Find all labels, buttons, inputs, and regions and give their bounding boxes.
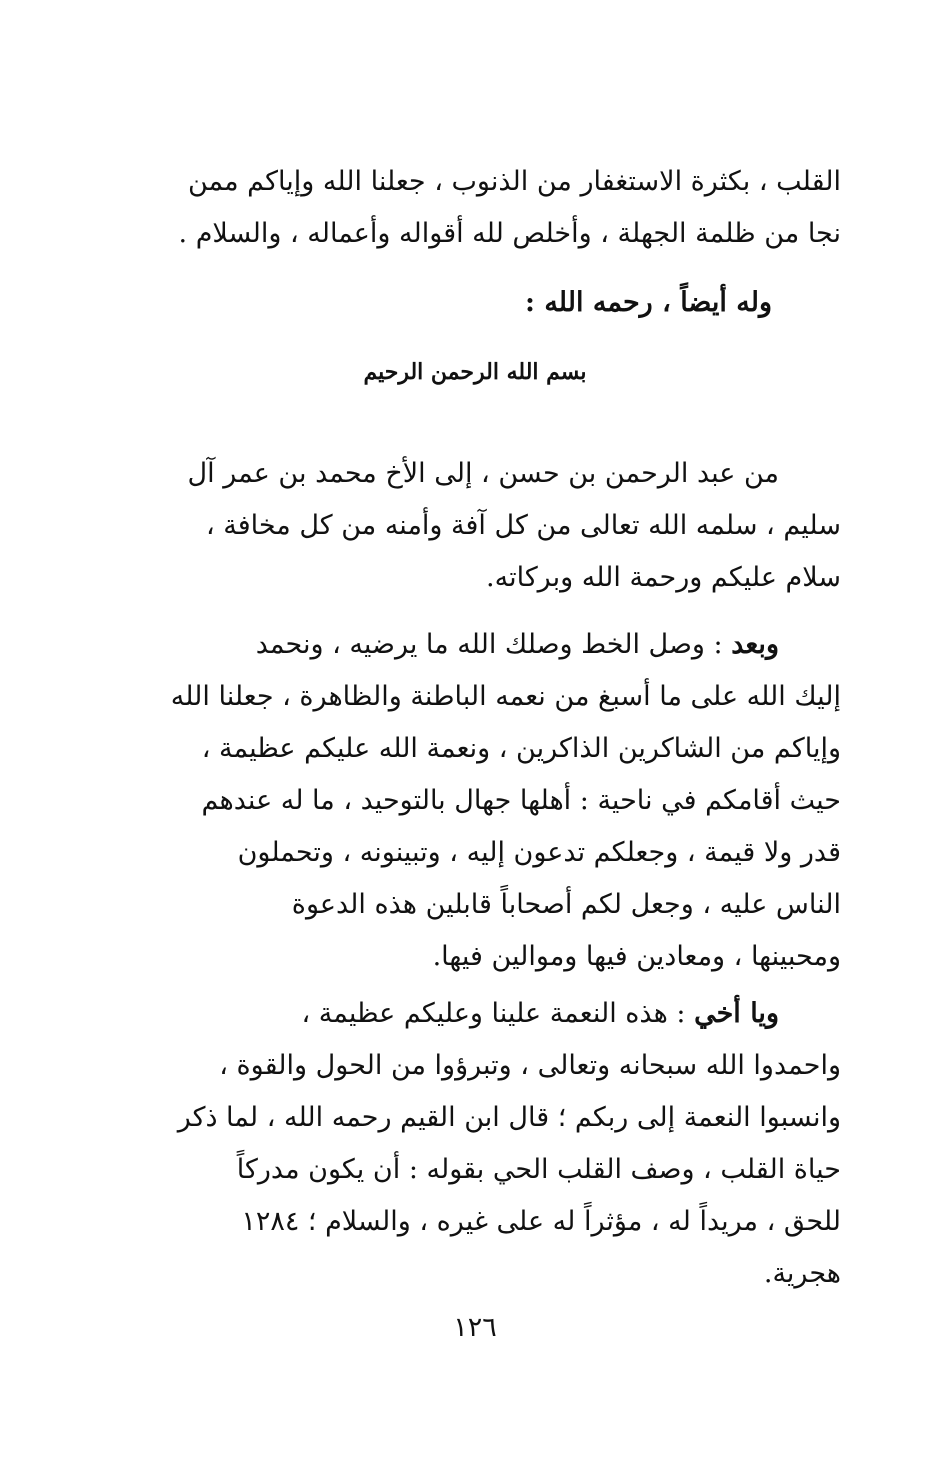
text-line: من عبد الرحمن بن حسن ، إلى الأخ محمد بن عمر آل bbox=[187, 458, 779, 489]
text-line: الناس عليه ، وجعل لكم أصحاباً قابلين هذه الدعوة bbox=[291, 889, 841, 920]
text-line: واحمدوا الله سبحانه وتعالى ، وتبرؤوا من الحول والقوة ، bbox=[219, 1050, 841, 1081]
text-line: حياة القلب ، وصف القلب الحي بقوله : أن يكون مدركاً bbox=[236, 1154, 841, 1185]
text-line: القلب ، بكثرة الاستغفار من الذنوب ، جعلنا الله وإياكم ممن bbox=[187, 166, 841, 197]
text-line: سليم ، سلمه الله تعالى من كل آفة وأمنه من كل مخافة ، bbox=[205, 510, 841, 541]
text-line: وإياكم من الشاكرين الذاكرين ، ونعمة الله عليكم عظيمة ، bbox=[201, 733, 841, 764]
letter-opening bbox=[96, 448, 841, 604]
paragraph-wa-baad bbox=[96, 619, 841, 983]
text-line: هجرية. bbox=[763, 1258, 841, 1289]
text-line: للحق ، مريداً له ، مؤثراً له على غيره ، والسلام ؛ ١٢٨٤ bbox=[241, 1206, 841, 1237]
basmala-calligraphy: بسم الله الرحمن الرحيم bbox=[363, 359, 587, 385]
text-line: وانسبوا النعمة إلى ربكم ؛ قال ابن القيم رحمه الله ، لما ذكر bbox=[177, 1102, 841, 1133]
text-line: سلام عليكم ورحمة الله وبركاته. bbox=[486, 562, 841, 593]
section-heading: وله أيضاً ، رحمه الله : bbox=[524, 287, 772, 318]
text-line: ومحبينها ، ومعادين فيها وموالين فيها. bbox=[432, 941, 841, 972]
text-line: نجا من ظلمة الجهلة ، وأخلص لله أقواله وأعماله ، والسلام . bbox=[178, 218, 841, 249]
paragraph-continuation bbox=[96, 156, 841, 260]
paragraph-ya-akhi bbox=[96, 988, 841, 1300]
text-line bbox=[96, 619, 841, 671]
text-line bbox=[96, 988, 841, 1040]
text-line-rest: : وصل الخط وصلك الله ما يرضيه ، ونحمد bbox=[255, 629, 723, 660]
text-line: إليك الله على ما أسبغ من نعمه الباطنة والظاهرة ، جعلنا الله bbox=[170, 681, 841, 712]
text-line: حيث أقامكم في ناحية : أهلها جهال بالتوحيد ، ما له عندهم bbox=[201, 785, 841, 816]
text-line-rest: : هذه النعمة علينا وعليكم عظيمة ، bbox=[301, 998, 686, 1029]
paragraph-lead: ويا أخي bbox=[694, 998, 779, 1029]
paragraph-lead: وبعد bbox=[731, 629, 779, 660]
page-number: ١٢٦ bbox=[453, 1312, 497, 1343]
text-line: قدر ولا قيمة ، وجعلكم تدعون إليه ، وتبينونه ، وتحملون bbox=[237, 837, 841, 868]
